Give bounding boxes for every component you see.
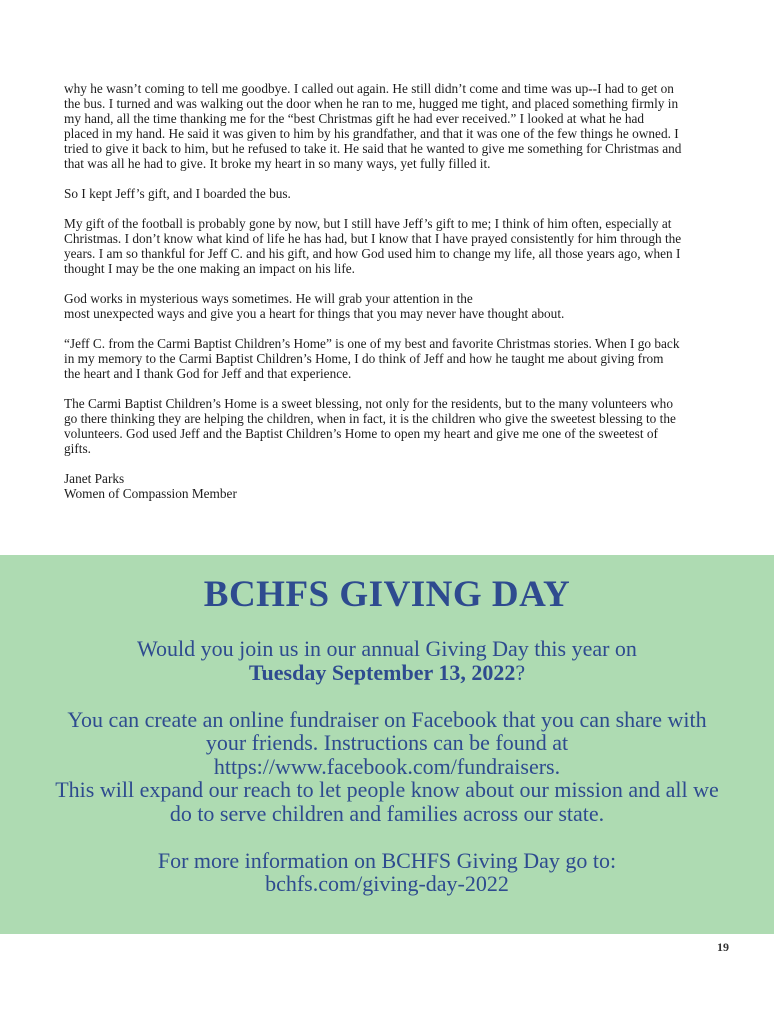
- giving-day-title: BCHFS GIVING DAY: [203, 574, 571, 615]
- article-body: [64, 81, 682, 501]
- article-paragraph-line: God works in mysterious ways sometimes. He will grab your attention in the: [64, 291, 473, 306]
- giving-day-invite: [50, 637, 724, 684]
- article-paragraph: [64, 291, 682, 321]
- author-signature: [64, 471, 682, 501]
- more-info-url[interactable]: bchfs.com/giving-day-2022: [265, 871, 509, 896]
- reach-text: This will expand our reach to let people know about our mission and all we do to serve children and families across our state.: [55, 777, 719, 826]
- invite-line: Would you join us in our annual Giving Day this year on: [137, 636, 637, 661]
- article-paragraph: The Carmi Baptist Children’s Home is a sweet blessing, not only for the residents, but to the many volunteers who go there thinking they are helping the children, when in fact, it is the children who give the sweetest blessing to the volunteers. God used Jeff and the Baptist Children’s Home to open my heart and give me one of the sweetest of gifts.: [64, 396, 676, 456]
- giving-day-more-info: [50, 849, 724, 896]
- article-paragraph: My gift of the football is probably gone by now, but I still have Jeff’s gift to me; I think of him often, especially at Christmas. I don’t know what kind of life he has had, but I know that I have prayed consistently for him through the years. I am so thankful for Jeff C. and his gift, and how God used him to change my life, all those years ago, when I thought I may be the one making an impact on his life.: [64, 216, 682, 276]
- giving-day-fundraiser: [50, 708, 724, 826]
- article-paragraph: why he wasn’t coming to tell me goodbye. I called out again. He still didn’t come and time was up--I had to get on the bus. I turned and was walking out the door when he ran to me, hugged me tight, and placed something firmly in my hand, all the time thanking me for the “best Christmas gift he had ever received.” I looked at what he had placed in my hand. He said it was given to him by his grandfather, and that it was one of the few things he owned. I tried to give it back to him, but he refused to take it. He said that he wanted to give me something for Christmas and that was all he had to give. It broke my heart in so many ways, yet fully filled it.: [64, 81, 682, 171]
- author-title: Women of Compassion Member: [64, 486, 237, 501]
- article-paragraph: “Jeff C. from the Carmi Baptist Children’s Home” is one of my best and favorite Christmas stories. When I go back in my memory to the Carmi Baptist Children’s Home, I do think of Jeff and how he taught me about giving from the heart and I thank God for Jeff and that experience.: [64, 336, 680, 381]
- fundraiser-text: You can create an online fundraiser on Facebook that you can share with your friends. Instructions can be found at https://www.facebook.com/fundraisers.: [67, 706, 707, 779]
- article-paragraph: So I kept Jeff’s gift, and I boarded the bus.: [64, 186, 291, 201]
- giving-day-body: [50, 637, 724, 896]
- giving-day-banner: [0, 555, 774, 934]
- article-paragraph-line: most unexpected ways and give you a heart for things that you may never have thought about.: [64, 306, 565, 321]
- more-info-line: For more information on BCHFS Giving Day go to:: [157, 847, 617, 873]
- giving-day-date-line: [50, 661, 724, 685]
- author-name: Janet Parks: [64, 471, 125, 486]
- date-suffix: ?: [515, 659, 526, 685]
- giving-day-date: Tuesday September 13, 2022: [248, 659, 516, 685]
- page-number: 19: [717, 940, 729, 954]
